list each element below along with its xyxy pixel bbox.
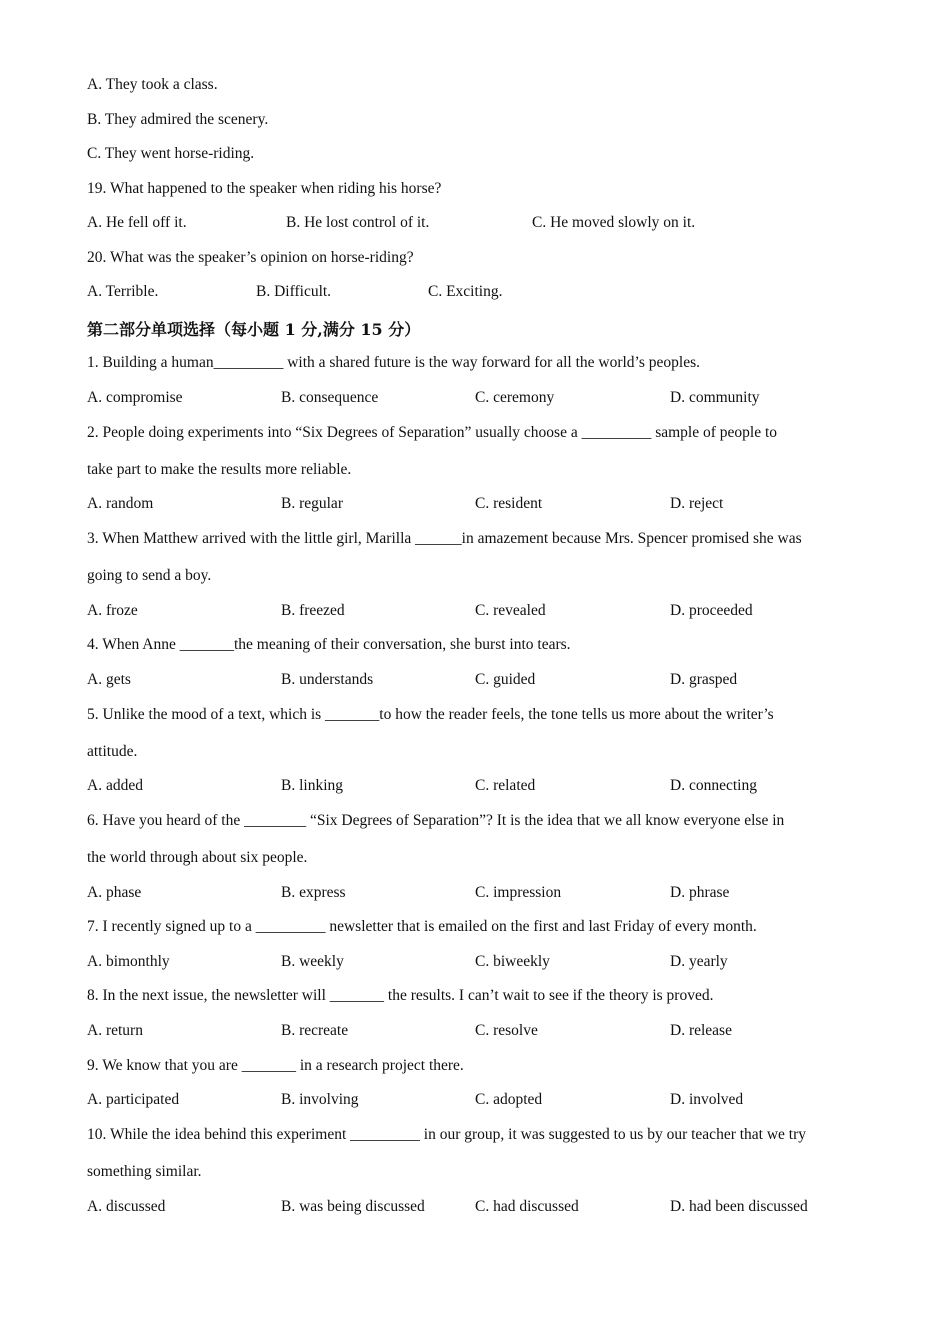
q2-option-c: C. resident xyxy=(475,495,543,512)
q19-stem: 19. What happened to the speaker when riding his horse? xyxy=(87,180,442,197)
q1-option-b: B. consequence xyxy=(281,389,379,406)
q9-option-b: B. involving xyxy=(281,1091,359,1108)
q5-option-d: D. connecting xyxy=(670,777,757,794)
q6-option-d: D. phrase xyxy=(670,884,730,901)
q20-option-b: B. Difficult. xyxy=(256,283,332,300)
q4-option-d: D. grasped xyxy=(670,671,738,688)
q10-option-a: A. discussed xyxy=(87,1198,166,1215)
question-9-stem: 9. We know that you are _______ in a research project there. xyxy=(87,1057,464,1074)
q4-option-b: B. understands xyxy=(281,671,374,688)
q18-option-b: B. They admired the scenery. xyxy=(87,111,269,128)
q7-option-b: B. weekly xyxy=(281,953,344,970)
q2-option-b: B. regular xyxy=(281,495,343,512)
q18-option-c: C. They went horse-riding. xyxy=(87,145,255,162)
section-heading: 第二部分单项选择（每小题 1 分,满分 15 分） xyxy=(87,320,421,339)
question-5-stem-cont: attitude. xyxy=(87,743,138,760)
question-10-stem: 10. While the idea behind this experiment _________ in our group, it was suggested to us by our teacher that we try xyxy=(87,1126,807,1143)
q19-option-a: A. He fell off it. xyxy=(87,214,187,231)
question-3-stem-cont: going to send a boy. xyxy=(87,567,212,584)
q6-option-a: A. phase xyxy=(87,884,142,901)
q8-option-a: A. return xyxy=(87,1022,143,1039)
q7-option-a: A. bimonthly xyxy=(87,953,170,970)
q8-option-d: D. release xyxy=(670,1022,732,1039)
question-6-stem-cont: the world through about six people. xyxy=(87,849,308,866)
q2-option-a: A. random xyxy=(87,495,154,512)
q5-option-b: B. linking xyxy=(281,777,344,794)
question-10-stem-cont: something similar. xyxy=(87,1163,202,1180)
question-2-stem-cont: take part to make the results more reliable. xyxy=(87,461,352,478)
q4-option-c: C. guided xyxy=(475,671,536,688)
q10-option-c: C. had discussed xyxy=(475,1198,579,1215)
q19-option-c: C. He moved slowly on it. xyxy=(532,214,696,231)
question-7-stem: 7. I recently signed up to a _________ newsletter that is emailed on the first and last Friday of every month. xyxy=(87,918,757,935)
question-1-stem: 1. Building a human_________ with a shared future is the way forward for all the world’s peoples. xyxy=(87,354,700,371)
question-8-stem: 8. In the next issue, the newsletter will _______ the results. I can’t wait to see if the theory is proved. xyxy=(87,987,714,1004)
q9-option-c: C. adopted xyxy=(475,1091,543,1108)
q6-option-c: C. impression xyxy=(475,884,562,901)
q3-option-c: C. revealed xyxy=(475,602,546,619)
q3-option-d: D. proceeded xyxy=(670,602,753,619)
q1-option-c: C. ceremony xyxy=(475,389,555,406)
question-6-stem: 6. Have you heard of the ________ “Six Degrees of Separation”? It is the idea that we all know everyone else in xyxy=(87,812,785,829)
q8-option-b: B. recreate xyxy=(281,1022,349,1039)
q1-option-d: D. community xyxy=(670,389,760,406)
q7-option-d: D. yearly xyxy=(670,953,728,970)
q8-option-c: C. resolve xyxy=(475,1022,538,1039)
q3-option-b: B. freezed xyxy=(281,602,345,619)
q19-option-b: B. He lost control of it. xyxy=(286,214,430,231)
question-3-stem: 3. When Matthew arrived with the little girl, Marilla ______in amazement because Mrs. Spencer promised she was xyxy=(87,530,802,547)
question-4-stem: 4. When Anne _______the meaning of their conversation, she burst into tears. xyxy=(87,636,571,653)
q3-option-a: A. froze xyxy=(87,602,138,619)
question-2-stem: 2. People doing experiments into “Six Degrees of Separation” usually choose a _________ sample of people to xyxy=(87,424,778,441)
q18-option-a: A. They took a class. xyxy=(87,76,218,93)
q1-option-a: A. compromise xyxy=(87,389,183,406)
q5-option-c: C. related xyxy=(475,777,536,794)
q20-option-c: C. Exciting. xyxy=(428,283,503,300)
q7-option-c: C. biweekly xyxy=(475,953,550,970)
q20-option-a: A. Terrible. xyxy=(87,283,159,300)
question-5-stem: 5. Unlike the mood of a text, which is _______to how the reader feels, the tone tells us more about the writer’s xyxy=(87,706,774,723)
q10-option-b: B. was being discussed xyxy=(281,1198,425,1215)
q5-option-a: A. added xyxy=(87,777,143,794)
q9-option-a: A. participated xyxy=(87,1091,180,1108)
q6-option-b: B. express xyxy=(281,884,346,901)
q20-stem: 20. What was the speaker’s opinion on horse-riding? xyxy=(87,249,414,266)
q10-option-d: D. had been discussed xyxy=(670,1198,808,1215)
q2-option-d: D. reject xyxy=(670,495,724,512)
q9-option-d: D. involved xyxy=(670,1091,744,1108)
q4-option-a: A. gets xyxy=(87,671,131,688)
